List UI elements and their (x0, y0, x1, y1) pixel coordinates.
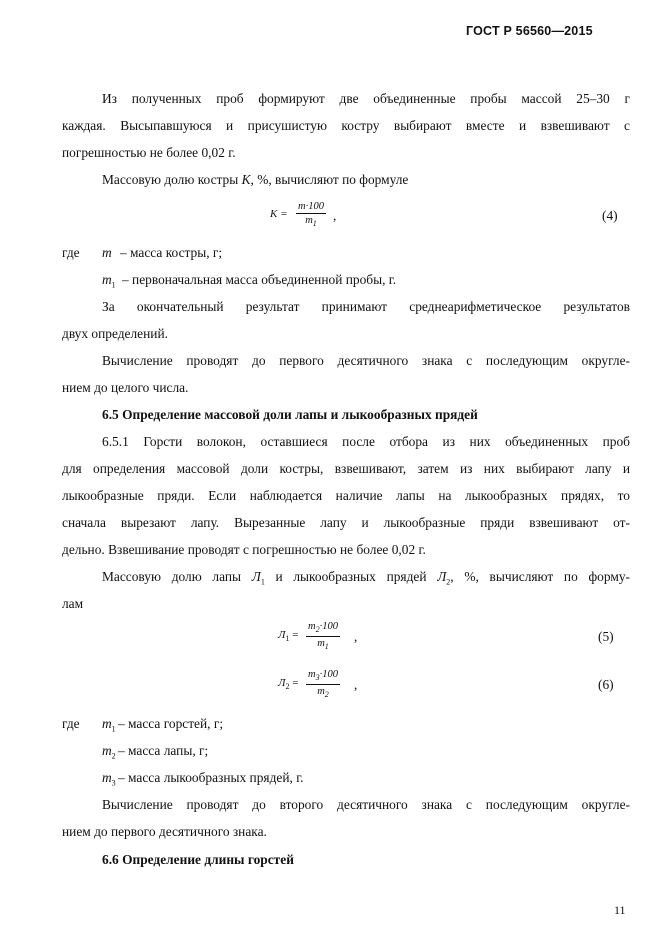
formula-fraction (296, 200, 326, 231)
num-var: m (308, 621, 316, 632)
paragraph-line: нием до целого числа. (62, 380, 189, 395)
variable-l2 (437, 569, 451, 587)
where-label: где (62, 245, 80, 260)
where-variable (102, 743, 116, 761)
variable-l1 (251, 569, 265, 587)
fraction-denominator (317, 685, 329, 702)
var: m (102, 272, 112, 287)
paragraph-line: лыкообразные пряди. Если наблюдается наличие лапы на лыкообразных прядях, то (62, 488, 630, 503)
den-sub: 2 (324, 690, 329, 700)
num-sub: 3 (315, 673, 320, 683)
text-run: и лыкообразных прядей (275, 569, 427, 584)
where-variable (102, 716, 116, 734)
paragraph-line: 6.5.1 Горсти волокон, оставшиеся после отбора из них объединенных проб (102, 434, 630, 449)
fraction-denominator (305, 214, 317, 231)
paragraph-line: нием до первого десятичного знака. (62, 824, 267, 839)
where-text: – первоначальная масса объединенной пробы, г. (122, 272, 397, 287)
sub: 1 (260, 577, 265, 587)
var: m (102, 770, 112, 785)
lhs-sub: 2 (285, 682, 290, 692)
paragraph-line: лам (62, 596, 84, 611)
page-number: 11 (614, 903, 626, 917)
formula-lhs (278, 677, 298, 691)
text-run: Массовую долю лапы (102, 569, 242, 584)
den-var: m (317, 638, 325, 650)
variable-k: K (241, 172, 251, 187)
den-sub: 1 (312, 219, 317, 229)
paragraph-line: Вычисление проводят до первого десятичного знака с последующим округле- (102, 353, 630, 368)
where-text: – масса лапы, г; (118, 743, 209, 758)
where-text: – масса горстей, г; (118, 716, 224, 731)
fraction-numerator: m·100 (298, 201, 324, 212)
sub: 1 (111, 280, 116, 290)
formula-fraction (306, 620, 340, 654)
document-header: ГОСТ Р 56560—2015 (466, 24, 593, 38)
formula-tail: , (333, 208, 337, 223)
formula-number: (5) (598, 629, 614, 644)
den-var: m (305, 215, 313, 226)
paragraph-line (102, 569, 630, 587)
sub: 3 (111, 778, 116, 788)
var: m (102, 716, 112, 731)
var: Л (251, 569, 261, 584)
paragraph-line: сначала вырезают лапу. Вырезанные лапу и лыкообразные пряди взвешивают от- (62, 515, 630, 530)
text-run: Массовую долю костры (102, 172, 239, 187)
where-text: – масса лыкообразных прядей, г. (118, 770, 304, 785)
text-run: , %, вычисляют по формуле (250, 172, 409, 187)
where-label: где (62, 716, 80, 731)
lhs-var: Л (278, 677, 286, 689)
lhs-sub: 1 (285, 634, 290, 644)
formula-fraction (306, 668, 340, 702)
formula-lhs (278, 629, 298, 643)
eq: = (292, 629, 299, 641)
den-sub: 1 (324, 642, 329, 652)
sub: 2 (111, 751, 116, 761)
where-text: – масса костры, г; (120, 245, 223, 260)
paragraph-line: За окончательный результат принимают среднеарифметическое результатов (102, 299, 630, 314)
paragraph-line (102, 172, 408, 188)
paragraph-line: погрешностью не более 0,02 г. (62, 145, 236, 160)
where-variable: m (102, 245, 112, 260)
sub: 1 (111, 724, 116, 734)
var: Л (437, 569, 447, 584)
paragraph-line: для определения массовой доли костры, взвешивают, затем из них выбирают лапу и (62, 461, 630, 476)
paragraph-line: дельно. Взвешивание проводят с погрешностью не более 0,02 г. (62, 542, 426, 557)
fraction-denominator (317, 637, 329, 654)
fraction-numerator (306, 620, 340, 637)
fraction-numerator (306, 668, 340, 685)
var: m (102, 743, 112, 758)
eq: = (292, 677, 299, 689)
text-run: , %, вычисляют по форму- (450, 569, 630, 584)
section-heading: 6.5 Определение массовой доли лапы и лыкообразных прядей (102, 407, 478, 422)
paragraph-line: Из полученных проб формируют две объединенные пробы массой 25–30 г (102, 91, 630, 106)
num-rest: ·100 (319, 621, 338, 632)
sub: 2 (446, 577, 451, 587)
den-var: m (317, 686, 325, 698)
paragraph-line: двух определений. (62, 326, 168, 341)
paragraph-line: Вычисление проводят до второго десятичного знака с последующим округле- (102, 797, 630, 812)
paragraph-line: каждая. Высыпавшуюся и присушистую костру выбирают вместе и взвешивают с (62, 118, 630, 133)
formula-tail: , (354, 629, 358, 644)
num-var: m (308, 669, 316, 680)
lhs-var: Л (278, 629, 286, 641)
formula-number: (4) (602, 208, 618, 223)
formula-lhs: K = (270, 208, 288, 220)
num-sub: 2 (315, 625, 320, 635)
where-variable (102, 770, 116, 788)
formula-number: (6) (598, 677, 614, 692)
section-heading: 6.6 Определение длины горстей (102, 852, 294, 867)
num-rest: ·100 (319, 669, 338, 680)
formula-tail: , (354, 677, 358, 692)
where-variable (102, 272, 116, 290)
